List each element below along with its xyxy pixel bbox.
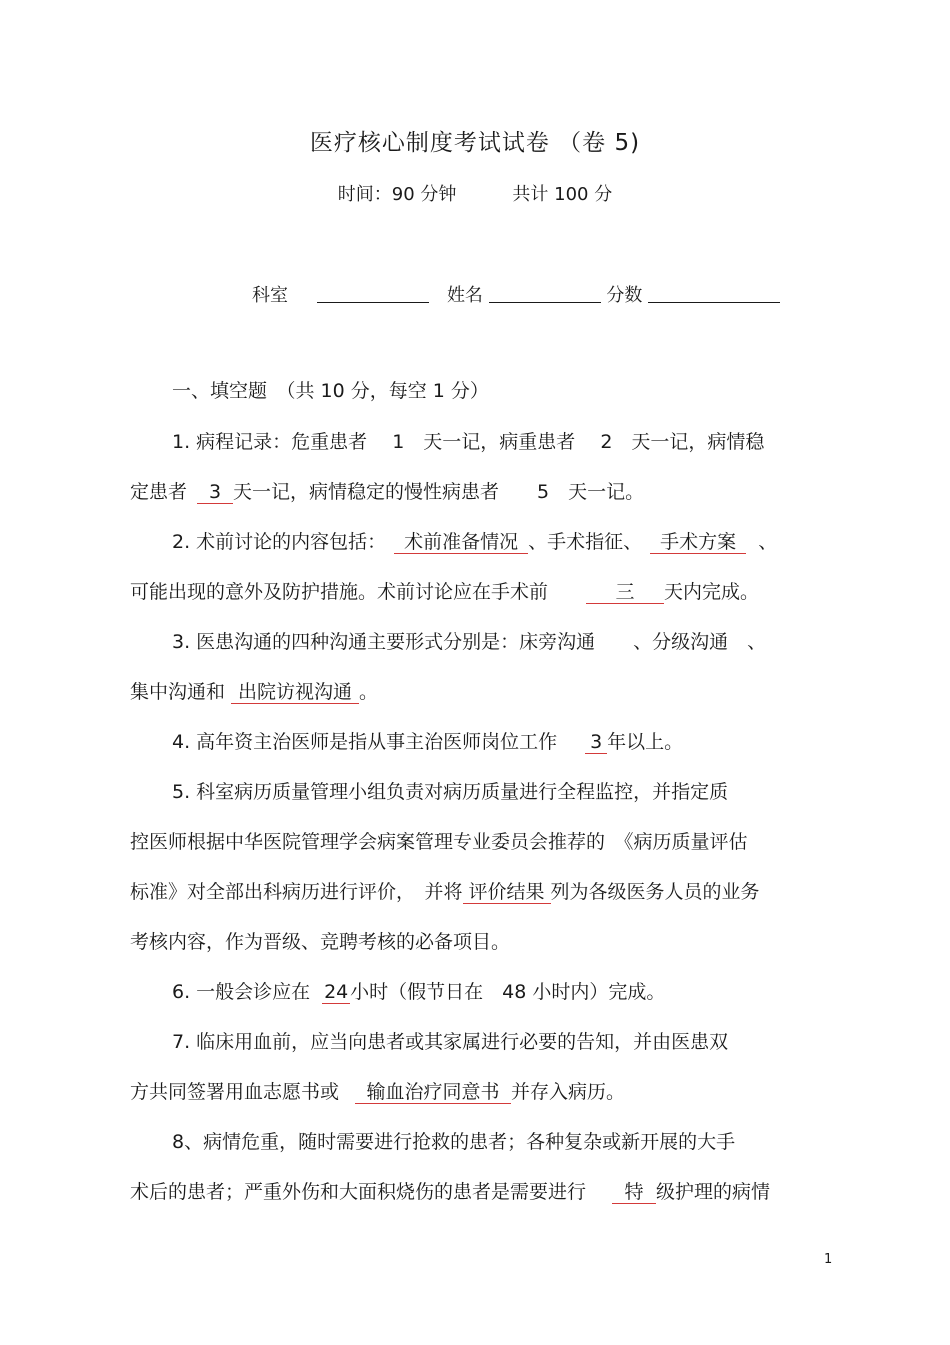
time-limit: 时间：90 分钟 — [337, 184, 457, 205]
q3-line2: 集中沟通和 出院访视沟通 。 — [130, 681, 379, 703]
q5-line3: 标准》对全部出科病历进行评价， 并将 评价结果 列为各级医务人员的业务 — [130, 881, 760, 903]
q1-answer-blank: 3 — [197, 481, 233, 504]
q2-line2: 可能出现的意外及防护措施。术前讨论应在手术前 三 天内完成。 — [130, 581, 760, 603]
exam-meta — [0, 180, 950, 206]
q3-answer-blank: 出院访视沟通 — [231, 681, 359, 704]
q5-answer-blank: 评价结果 — [463, 881, 551, 904]
q7-answer-blank: 输血治疗同意书 — [355, 1081, 511, 1104]
score-blank[interactable] — [648, 282, 780, 303]
q5-line2: 控医师根据中华医院管理学会病案管理专业委员会推荐的 《病历质量评估 — [130, 831, 748, 853]
q2-answer-blank-3: 三 — [586, 581, 664, 604]
q2-answer-blank-2: 手术方案 — [650, 531, 746, 554]
q4-line1: 4. 高年资主治医师是指从事主治医师岗位工作 3 年以上。 — [172, 731, 684, 753]
q7-line1: 7. 临床用血前，应当向患者或其家属进行必要的告知，并由医患双 — [172, 1031, 729, 1053]
dept-blank[interactable] — [317, 282, 429, 303]
name-blank[interactable] — [489, 282, 601, 303]
q8-line1: 8、病情危重，随时需要进行抢救的患者；各种复杂或新开展的大手 — [172, 1131, 736, 1153]
q5-line1: 5. 科室病历质量管理小组负责对病历质量进行全程监控，并指定质 — [172, 781, 729, 803]
q2-line1: 2. 术前讨论的内容包括： 术前准备情况 、手术指征、 手术方案 、 — [172, 531, 778, 553]
q5-line4: 考核内容，作为晋级、竞聘考核的必备项目。 — [130, 931, 511, 953]
q6-line1: 6. 一般会诊应在 24 小时（假节日在 48 小时内）完成。 — [172, 981, 666, 1003]
q2-answer-blank-1: 术前准备情况 — [394, 531, 528, 554]
q8-line2: 术后的患者；严重外伤和大面积烧伤的患者是需要进行 特 级护理的病情 — [130, 1181, 771, 1203]
total-score: 共计 100 分 — [512, 184, 613, 205]
score-label: 分数 — [606, 285, 643, 306]
q6-answer-blank: 24 — [324, 981, 349, 1003]
q3-line1: 3. 医患沟通的四种沟通主要形式分别是：床旁沟通 、分级沟通 、 — [172, 631, 767, 653]
name-label: 姓名 — [446, 285, 483, 306]
q1-line1: 1. 病程记录：危重患者 1 天一记，病重患者 2 天一记，病情稳 — [172, 431, 765, 453]
page-number: 1 — [824, 1252, 833, 1267]
q4-answer-blank: 3 — [585, 731, 607, 754]
q7-line2: 方共同签署用血志愿书或 输血治疗同意书 并存入病历。 — [130, 1081, 626, 1103]
examinee-info-row — [252, 281, 780, 307]
q1-line2: 定患者 3 天一记，病情稳定的慢性病患者 5 天一记。 — [130, 481, 645, 503]
q8-answer-blank: 特 — [612, 1181, 656, 1204]
exam-title: 医疗核心制度考试试卷 （卷 5) — [309, 130, 641, 156]
section-heading: 一、填空题 （共 10 分，每空 1 分） — [172, 380, 489, 402]
dept-label: 科室 — [252, 285, 288, 306]
